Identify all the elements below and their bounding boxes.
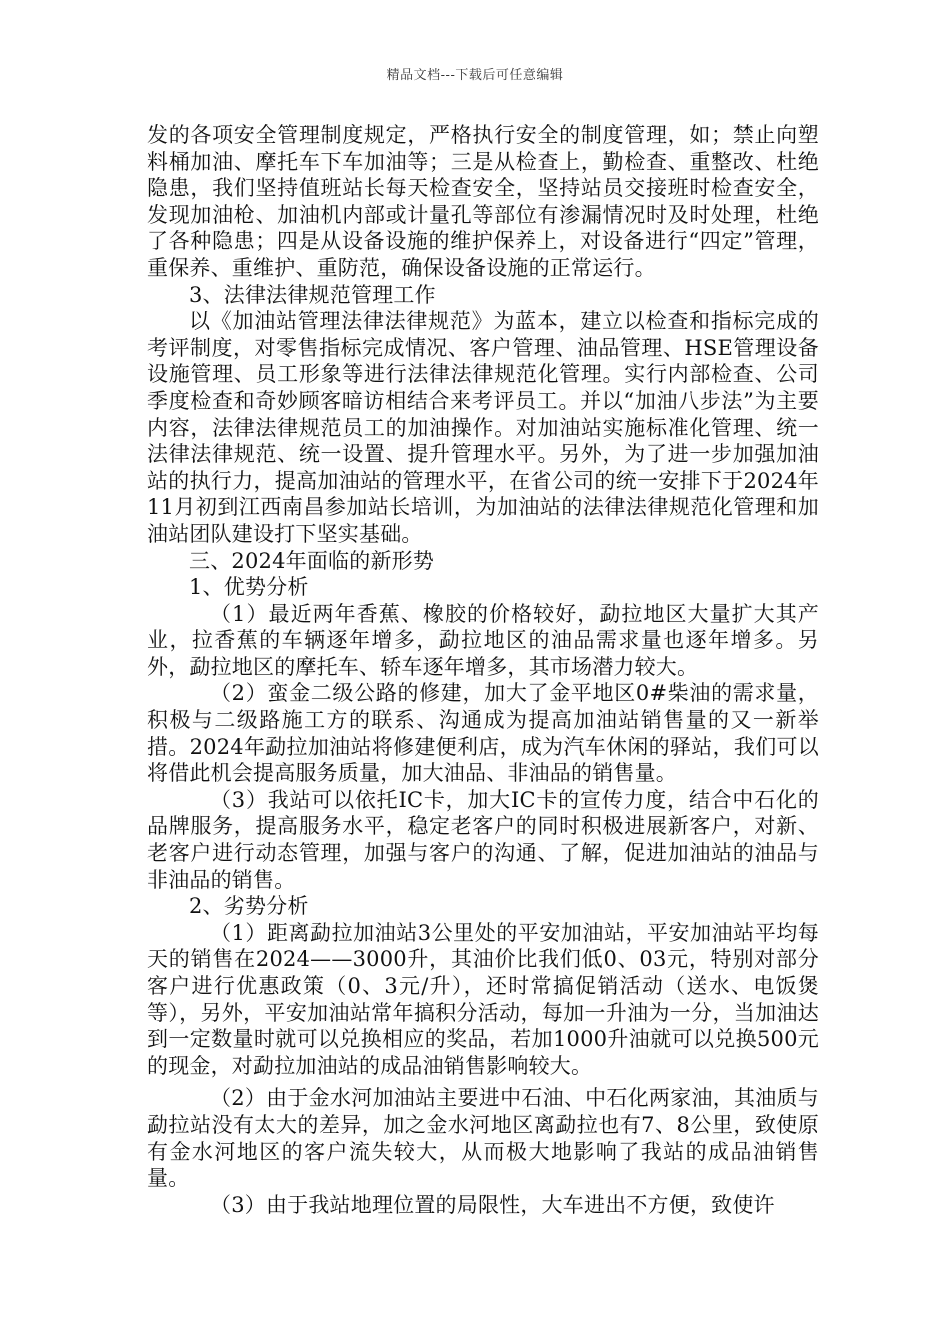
document-body [147, 122, 819, 1218]
paragraph-disadvantage-1: （1）距离勐拉加油站3公里处的平安加油站，平安加油站平均每天的销售在2024——3000升，其油价比我们低0、03元，特别对部分客户进行优惠政策（0、3元/升），还时常搞促销活动（送水、电饭煲等），另外，平安加油站常年搞积分活动，每加一升油为一分，当加油达到一定数量时就可以兑换相应的奖品，若加1000升油就可以兑换500元的现金，对勐拉加油站的成品油销售影响较大。 [147, 920, 819, 1078]
paragraph-advantage-1: （1）最近两年香蕉、橡胶的价格较好，勐拉地区大量扩大其产业，拉香蕉的车辆逐年增多，勐拉地区的油品需求量也逐年增多。另外，勐拉地区的摩托车、轿车逐年增多，其市场潜力较大。 [147, 601, 819, 679]
page-header: 精品文档---下载后可任意编辑 [386, 68, 564, 83]
paragraph-legal-norms: 以《加油站管理法律法律规范》为蓝本，建立以检查和指标完成的考评制度，对零售指标完成情况、客户管理、油品管理、HSE管理设备设施管理、员工形象等进行法律法律规范化管理。实行内部检查、公司季度检查和奇妙顾客暗访相结合来考评员工。并以“加油八步法”为主要内容，法律法律规范员工的加油操作。对加油站实施标准化管理、统一法律法律规范、统一设置、提升管理水平。另外，为了进一步加强加油站的执行力，提高加油站的管理水平，在省公司的统一安排下于2024年11月初到江西南昌参加站长培训，为加油站的法律法律规范化管理和加油站团队建设打下坚实基础。 [147, 309, 819, 546]
paragraph-disadvantage-2: （2）由于金水河加油站主要进中石油、中石化两家油，其油质与勐拉站没有太大的差异，加之金水河地区离勐拉也有7、8公里，致使原有金水河地区的客户流失较大，从而极大地影响了我站的成品油销售量。 [147, 1086, 819, 1191]
section-heading-legal-norms: 3、法律法律规范管理工作 [189, 282, 436, 307]
paragraph-advantage-2: （2）蛮金二级公路的修建，加大了金平地区0#柴油的需求量，积极与二级路施工方的联系、沟通成为提高加油站销售量的又一新举措。2024年勐拉加油站将修建便利店，成为汽车休闲的驿站，我们可以将借此机会提高服务质量，加大油品、非油品的销售量。 [147, 681, 819, 786]
subheading-advantages: 1、优势分析 [189, 575, 309, 600]
subheading-disadvantages: 2、劣势分析 [189, 894, 309, 919]
paragraph-advantage-3: （3）我站可以依托IC卡，加大IC卡的宣传力度，结合中石化的品牌服务，提高服务水平，稳定老客户的同时积极进展新客户，对新、老客户进行动态管理，加强与客户的沟通、了解，促进加油站的油品与非油品的销售。 [147, 787, 819, 892]
section-heading-new-situation: 三、2024年面临的新形势 [189, 548, 435, 573]
paragraph-disadvantage-3: （3）由于我站地理位置的局限性，大车进出不方便，致使许 [210, 1192, 775, 1217]
paragraph-safety-continued: 发的各项安全管理制度规定，严格执行安全的制度管理，如；禁止向塑料桶加油、摩托车下车加油等；三是从检查上，勤检查、重整改、杜绝隐患，我们坚持值班站长每天检查安全，坚持站员交接班时检查安全，发现加油枪、加油机内部或计量孔等部位有渗漏情况时及时处理，杜绝了各种隐患；四是从设备设施的维护保养上，对设备进行“四定”管理，重保养、重维护、重防范，确保设备设施的正常运行。 [147, 123, 819, 280]
